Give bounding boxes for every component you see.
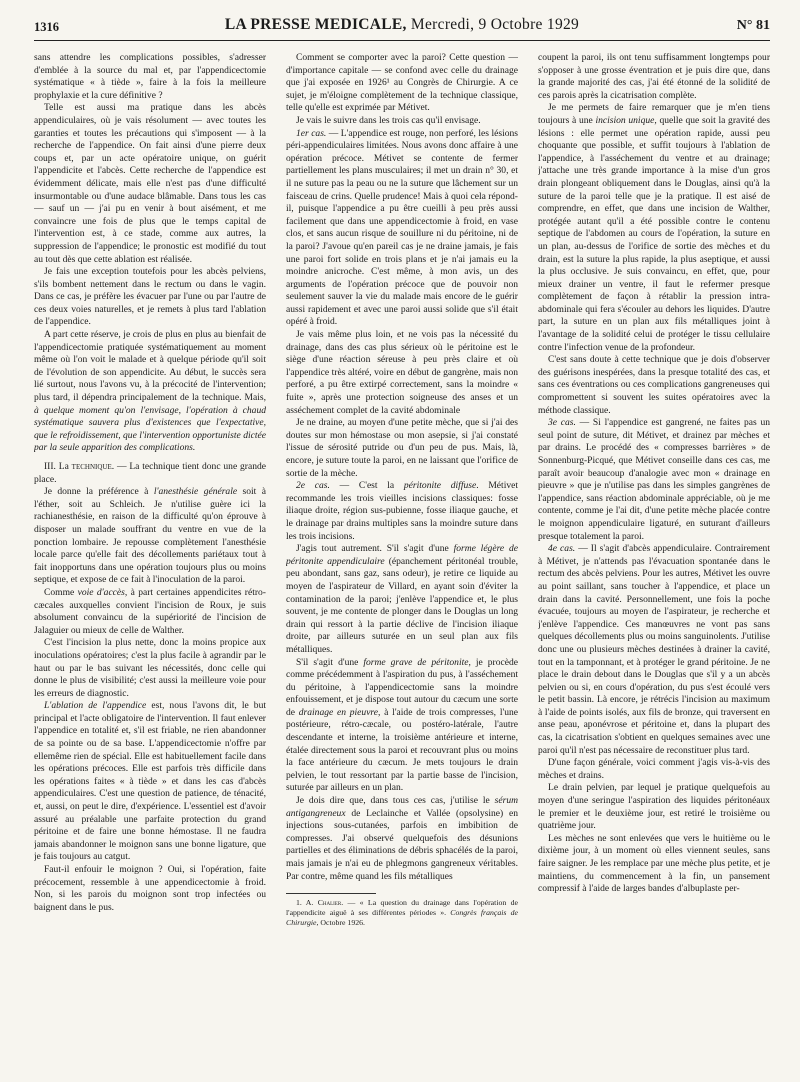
text-run: , à part certaines appendicites rétro-cæcales auxquelles convient l'incision de Roux, je suis absolument convaincu de la supériorité de l'incision de Jalaguier ou mieux de celle de Walther. xyxy=(34,586,266,636)
paragraph xyxy=(538,417,770,543)
paragraph: Comment se comporter avec la paroi? Cette question — d'importance capitale — se confond avec celle du drainage que j'ai exposée en 1926¹ au Congrès de Chirurgie. A ce sujet, je m'éloigne complètement de la technique classique, telle qu'elle est exprimée par Métivet. xyxy=(286,52,518,114)
italic-run: incision unique xyxy=(595,114,655,126)
text-run: Comme xyxy=(44,586,78,598)
paragraph: C'est l'incision la plus nette, donc la moins propice aux inoculations opératoires; c'est la plus facile à agrandir par le haut ou par le bas suivant les nécessités, donc celle qui donne le plus de visibilité; c'est aussi la meilleure voie pour les erreurs de diagnostic. xyxy=(34,637,266,699)
paragraph xyxy=(538,102,770,354)
case-label: 2e cas. xyxy=(296,480,330,492)
italic-run: à quelque moment qu'on l'envisage, l'opération à chaud systématique sauvera plus d'existences que l'expectative, que le refroidissement, que l'intervention opportuniste dictée par la seule apparition des complications. xyxy=(34,404,266,454)
text-run: A part cette réserve, je crois de plus en plus au bienfait de l'appendicectomie pratiquée systématiquement au moment même où l'on voit le malade et à quelque période qu'il soit de l'évolution de son appendicite. Au début, le succès sera lié surtout, nous l'avons vu, à la précocité de l'intervention; plus tard, il dépendra principalement de la technique. Mais, xyxy=(34,329,266,404)
text-run: — C'est la xyxy=(329,480,404,492)
section-title: technique xyxy=(71,461,112,472)
paragraph: Faut-il enfouir le moignon ? Oui, si l'opération, faite précocement, ressemble à une appendicectomie à froid. Non, si les parois du moignon sont trop infectées ou baignent dans le pus. xyxy=(34,864,266,913)
paragraph xyxy=(286,795,518,883)
publication-name: LA PRESSE MEDICALE, xyxy=(224,16,407,33)
text-run: soit à l'éther, soit au Schleich. Je n'utilise guère ici la rachianesthésie, en raison de la difficulté qu'on éprouve à disposer un malade souffrant du ventre en vue de la ponction lombaire. Je repousse complètement l'anesthésie locale parce qu'elle fait des décollements pariétaux tout à fait inopportuns dans une opération toujours plus ou moins septique, et expose de ce fait à l'inoculation de la paroi. xyxy=(34,486,266,586)
text-run: . — « La question du drainage dans l'opération de l'appendicite aiguë à ses différentes périodes ». xyxy=(286,898,518,917)
italic-run: péritonite diffuse xyxy=(403,480,477,492)
italic-run: forme légère de péritonite appendiculaire xyxy=(286,543,518,567)
text-run: J'agis tout autrement. S'il s'agit d'une xyxy=(296,543,454,555)
paragraph: Les mèches ne sont enlevées que vers le huitième ou le dixième jour, à un moment où elles viennent seules, sans faire saigner. Je les remplace par une mèche plus petite, et je maintiens, du commencement à la fin, un pansement compressif à l'aide de larges bandes d'albuplaste per- xyxy=(538,832,770,895)
italic-run: sérum antigangreneux xyxy=(286,795,518,819)
section-number: III. La xyxy=(44,461,72,472)
paragraph: Je vais le suivre dans les trois cas qu'il envisage. xyxy=(296,114,481,126)
text-run: , quelle que soit la gravité des lésions : elle permet une opération rapide, aussi peu choquante que possible, et suffit toujours à l'ablation de l'appendice, à l'asséchement du ventre et au drainage; j'attache une très grande importance à la mise d'un gros drain plongeant obliquement dans le Douglas, ainsi qu'à la suture de la paroi telle que je la pratique. Il est aisé de comprendre, en effet, que dans une incision de Walther, protégée autant qu'il a été possible contre le contenu septique de l'abdomen au cours de l'opération, la suture en un plan, au-dessus de l'orifice de sortie des mèches et du drain, est la suture la plus rapide, la plus aseptique, et aussi la plus occlusive. Je suis convaincu, en effet, que, pour mieux drainer un ventre, il faut le refermer presque complètement de façon à rétablir la pression intra-abdominale qui fera s'écouler au dehors les liquides. D'autre part, la suture en un plan aux fils métalliques joint à l'avantage de la solidité celui de protéger le tissu cellulaire contre l'infection venue de la profondeur. xyxy=(538,114,770,353)
italic-run: Congrès français de Chirurgie xyxy=(286,907,518,927)
author-name: Chalier xyxy=(317,898,342,908)
footnote-rule xyxy=(286,893,376,894)
text-run: , je procède comme précédemment à l'aspiration du pus, à l'asséchement du péritoine, à l'appendicectomie sans la moindre enfouissement, et je dispose tout autour du cæcum une sorte de xyxy=(286,656,518,718)
text-run: 1. A. xyxy=(296,898,318,908)
paragraph: Je vais même plus loin, et ne vois pas la nécessité du drainage, dans des cas plus sérieux où le péritoine est le siège d'une réaction séreuse à peu près claire et où l'appendice très altéré, voire en début de gangrène, mais non perforé, a pu être extirpé correctement, sans la moindre « fuite », après une protection soigneuse des anses et un asséchement complet de la cavité abdominale xyxy=(286,329,518,416)
paragraph: Je fais une exception toutefois pour les abcès pelviens, s'ils bombent nettement dans le rectum ou dans le vagin. Dans ce cas, je préfère les évacuer par l'une ou par l'autre de ces deux voies naturelles, et je remets à plus tard l'ablation de l'appendice. xyxy=(34,266,266,328)
section-lead: . — La technique tient donc une grande place. xyxy=(34,461,266,485)
column-3 xyxy=(538,52,770,1068)
paragraph: Le drain pelvien, par lequel je pratique quelquefois au moyen d'une seringue l'aspiration des liquides péritonéaux le premier et le deuxième jour, est retiré le troisième ou quatrième jour. xyxy=(538,782,770,832)
text-run: — L'appendice est rouge, non perforé, les lésions péri-appendiculaires limitées. Nous avons donc affaire à une opération précoce. Métivet se contente de fermer partiellement les plans musculaires; il met un drain n° 30, et il ne suture pas la peau ou ne la suture que lâchement sur un faisceau de crins. Quelle prudence! Mais à quoi cela répond-il, puisque l'appendice a pu être cueilli à peu près aussi facilement que dans une appendicectomie à froid, en vase clos, et sans aucun risque de souillure ni du péritoine, ni de la paroi? J'avoue qu'en pareil cas je ne draine jamais, je fais une paroi fort solide en trois plans et je n'ai jamais eu la moindre anicroche. C'est même, à mon avis, un des arguments de l'opération précoce que de pouvoir non seulement sauver la vie du malade mais encore de le guérir aussi rapidement et avec une paroi aussi solide que s'il était opéré à froid. xyxy=(286,127,518,328)
paragraph xyxy=(286,657,518,796)
paragraph xyxy=(286,128,518,330)
case-label: 3e cas. xyxy=(548,417,576,429)
paragraph: C'est sans doute à cette technique que je dois d'observer des guérisons inespérées, dans la presque totalité des cas, et sans ces éventrations ou ces complications gangreneuses qui compromettent si souvent les suites opératoires avec la méthode classique. xyxy=(538,354,770,416)
footnote xyxy=(286,898,518,927)
paragraph xyxy=(34,587,266,637)
text-run: (épanchement péritonéal trouble, peu abondant, sans gaz, sans odeur), je retire ce liquide au moyen de l'aspirateur de Villard, en ayant soin d'éviter la contamination de la paroi; j'enlève l'appendice et, le plus souvent, je me contente de plonger dans le Douglas un long drain qui ressort à la partie déclive de l'incision iliaque droite, par ailleurs suturée en un seul plan aux fils métalliques. xyxy=(286,555,518,655)
text-run: , Octobre 1926. xyxy=(316,917,365,927)
paragraph: D'une façon générale, voici comment j'agis vis-à-vis des mèches et drains. xyxy=(538,757,770,781)
text-run: de Leclainche et Vallée (opsolysine) en injections sous-cutanées, parfois en imbibition de compresses. J'ai observé quelquefois des désunions partielles et des éliminations de débris sphacélés de la paroi, mais jamais je n'ai eu de phlegmons gangreneux véritables. Par contre, même quand les fils métalliques xyxy=(286,807,518,882)
paragraph xyxy=(286,480,518,543)
italic-run: voie d'accès xyxy=(77,586,125,598)
text-run: Je dois dire que, dans tous ces cas, j'utilise le xyxy=(296,795,495,807)
publication-date: Mercredi, 9 Octobre 1929 xyxy=(410,16,580,33)
article-body xyxy=(34,52,770,1068)
paragraph xyxy=(34,329,266,455)
issue-number: N° 81 xyxy=(736,18,770,33)
paragraph: Je ne draine, au moyen d'une petite mèche, que si j'ai des doutes sur mon hémostase ou mon asepsie, si j'ai constaté l'issue de sérosité putride ou d'un peu de pus. Mais, là, encore, je suture toute la paroi, en ne laissant que l'orifice de sortie de la mèche. xyxy=(286,417,518,479)
text-run: — Si l'appendice est gangrené, ne faites pas un seul point de suture, dit Métivet, et drainez par mèches et par drains. Le procédé des « compresses barrières » de Sonnenburg-Picqué, que Métivet conseille dans ces cas, me paraît avoir beaucoup d'analogie avec mon « drainage en pieuvre » que je n'utilise pas dans les simples gangrènes de l'appendice, sans réaction abdominale appréciable, où je me contente, comme je l'ai dit, d'une petite mèche placée contre le moignon appendiculaire ligaturé, en suturant d'ailleurs presque totalement la paroi. xyxy=(538,417,770,542)
paragraph xyxy=(538,543,770,757)
italic-run: L'ablation de l'appendice xyxy=(44,700,147,712)
column-1 xyxy=(34,52,266,1068)
paragraph: Telle est aussi ma pratique dans les abcès appendiculaires, où je vais résolument — avec toutes les garanties et toutes les précautions qui s'imposent — à la recherche de l'appendice. On fait ainsi d'une pierre deux coups et, par un acte opératoire unique, on guérit l'appendicite et l'abcès. Cette recherche de l'appendice est évidemment délicate, mais elle n'est pas d'une difficulté insurmontable ou d'une audace blâmable. Dans tous les cas — sauf un — j'ai pu en venir à bout aisément, et me convaincre une fois de plus que le temps capital de l'intervention est, à ce stade, comme aux autres, la suppression de l'appendice; le pronostic est modifié du tout au tout dès que cette ablation est réalisée. xyxy=(34,102,266,265)
paragraph: coupent la paroi, ils ont tenu suffisamment longtemps pour s'opposer à une grosse éventration et je puis dire que, dans la grande majorité des cas, j'ai été étonné de la solidité de ces parois après la cicatrisation complète. xyxy=(538,52,770,101)
text-run: , à l'aide de trois compresses, l'une postérieure, rétro-cæcale, ou postéro-latérale, l'autre descendante et interne, la troisième antérieure et interne, étalée directement sous la paroi et recouvrant plus ou moins la face antérieure du cæcum. Je mets toujours le drain pelvien, le tout ressortant par la partie basse de l'incision, suturée par ailleurs en un plan. xyxy=(286,706,518,794)
text-run: S'il s'agit d'une xyxy=(296,656,364,668)
text-run: Je me permets de faire remarquer que je m'en tiens toujours à une xyxy=(538,102,770,126)
italic-run: drainage en pieuvre xyxy=(298,706,379,718)
paragraph xyxy=(34,486,266,587)
page-header xyxy=(34,14,770,41)
text-run: — Il s'agit d'abcès appendiculaire. Contrairement à Métivet, je n'attends pas l'évacuation spontanée dans le rectum des abcès pelviens. Pour les autres, Métivet les ouvre au point saillant, sans toucher à l'appendice, et place un drain dans la cavité. Personnellement, une fois la poche évacuée, toujours au moyen de l'aspirateur, je recherche et j'enlève l'appendice. Ces manœuvres ne vont pas sans quelques décollements plus ou moins sanguinolents. J'utilise donc une ou plusieurs mèches destinées à drainer la cavité, tout en la tamponnant, et à protéger le grand péritoine. Je ne place le drain debout dans le Douglas que s'il y a un abcès pelvien ou si, en cours d'opération, du pus s'est écoulé vers le petit bassin. Là encore, je rétrécis l'incision au maximum à l'aide de points isolés, aux fils de bronze, qui traversent en anse peau, aponévrose et péritoine et, dans la plupart des cas, la cicatrisation s'obtient en quelques semaines avec une paroi qu'il n'est pas nécessaire de reconstituer plus tard. xyxy=(538,543,770,756)
italic-run: l'anesthésie générale xyxy=(153,486,238,498)
column-2 xyxy=(286,52,518,1068)
paragraph xyxy=(286,543,518,656)
italic-run: forme grave de péritonite xyxy=(363,656,469,668)
running-title xyxy=(34,16,770,34)
text-run: est, nous l'avons dit, le but principal et l'acte obligatoire de l'intervention. Il faut enlever l'appendice en totalité et, s'il est friable, ne rien abandonner de sa pointe ou de sa base. L'appendicectomie n'offre par ellemême rien de spécial. Elle est habituellement facile dans les opérations précoces. Elle est parfois très difficile dans les opérations faites « à tiède » et dans les cas d'abcès appendiculaires. C'est une question de patience, de ténacité, et, aussi, on peut le dire, d'expérience. L'essentiel est d'avoir assuré au préalable une parfaite protection du grand péritoine et de faire une bonne hémostase. Il ne faudra jamais abandonner le moignon sans une bonne ligature, que je fais toujours au catgut. xyxy=(34,700,266,863)
page-number: 1316 xyxy=(34,20,59,34)
text-run: Je donne la préférence à xyxy=(44,486,154,498)
section-heading xyxy=(34,461,266,486)
case-label: 1er cas. xyxy=(296,127,327,139)
paragraph: sans attendre les complications possibles, s'adresser d'emblée à la source du mal et, par l'appendicectomie systématique « à tiède », faire à la fois la meilleure prophylaxie et la cure définitive ? xyxy=(34,52,266,101)
case-label: 4e cas. xyxy=(548,543,576,555)
text-run: . Métivet recommande les trois vieilles incisions classiques: fosse iliaque droite, région sus-pubienne, fosse iliaque gauche, et le drainage par drains multiples sans la moindre suture dans les trois incisions. xyxy=(286,480,518,542)
paragraph xyxy=(34,700,266,864)
